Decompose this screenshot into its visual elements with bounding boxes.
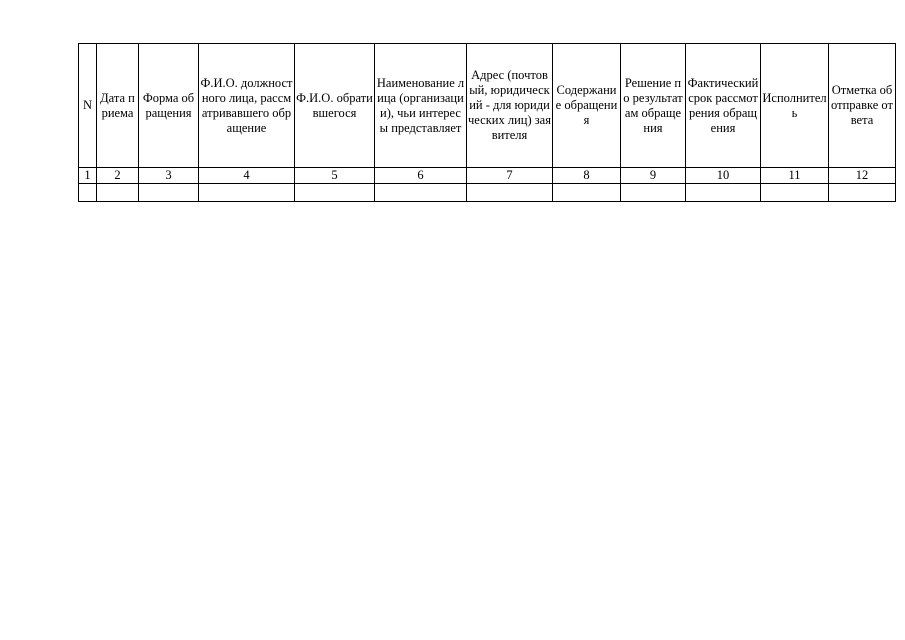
table-cell — [553, 184, 621, 202]
appeals-register-table — [78, 43, 896, 202]
table-row — [79, 184, 896, 202]
column-number-row — [79, 168, 896, 184]
table-cell — [467, 184, 553, 202]
header-cell-reply-mark: Отметка об отправке ответа — [829, 44, 896, 168]
header-cell-term: Фактический срок рассмотрения обращения — [686, 44, 761, 168]
column-number-cell: 4 — [199, 168, 295, 184]
header-row — [79, 44, 896, 168]
header-cell-address: Адрес (почтовый, юридический - для юридических лиц) заявителя — [467, 44, 553, 168]
column-number-cell: 11 — [761, 168, 829, 184]
header-cell-content: Содержание обращения — [553, 44, 621, 168]
table-cell — [375, 184, 467, 202]
table-cell — [199, 184, 295, 202]
table-cell — [761, 184, 829, 202]
column-number-cell: 2 — [97, 168, 139, 184]
column-number-cell: 7 — [467, 168, 553, 184]
column-number-cell: 5 — [295, 168, 375, 184]
table-cell — [97, 184, 139, 202]
header-cell-applicant: Ф.И.О. обратившегося — [295, 44, 375, 168]
column-number-cell: 9 — [621, 168, 686, 184]
column-number-cell: 1 — [79, 168, 97, 184]
column-number-cell: 10 — [686, 168, 761, 184]
table-cell — [79, 184, 97, 202]
table-cell — [295, 184, 375, 202]
table-cell — [686, 184, 761, 202]
column-number-cell: 12 — [829, 168, 896, 184]
column-number-cell: 8 — [553, 168, 621, 184]
header-cell-date: Дата приема — [97, 44, 139, 168]
header-cell-decision: Решение по результатам обращения — [621, 44, 686, 168]
header-cell-number: N — [79, 44, 97, 168]
header-cell-organization: Наименование лица (организации), чьи интересы представляет — [375, 44, 467, 168]
column-number-cell: 6 — [375, 168, 467, 184]
column-number-cell: 3 — [139, 168, 199, 184]
table-cell — [621, 184, 686, 202]
header-cell-executor: Исполнитель — [761, 44, 829, 168]
header-cell-form: Форма обращения — [139, 44, 199, 168]
header-cell-official: Ф.И.О. должностного лица, рассматривавшего обращение — [199, 44, 295, 168]
table-cell — [829, 184, 896, 202]
table-cell — [139, 184, 199, 202]
